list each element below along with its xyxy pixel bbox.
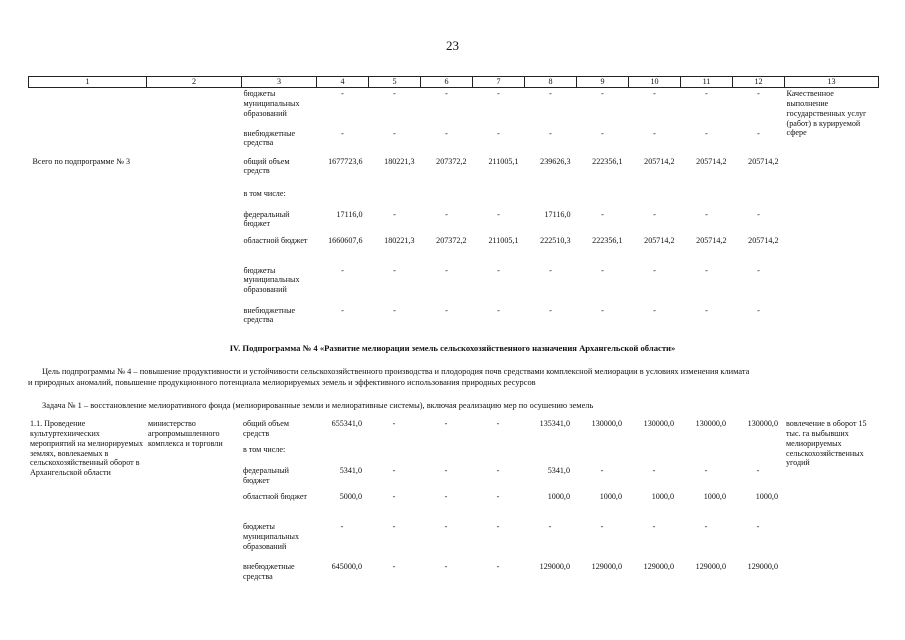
value-cell: - xyxy=(496,466,500,475)
row-label xyxy=(29,88,147,156)
value-cell xyxy=(472,444,524,465)
value-cell: 1677723,6 xyxy=(328,156,363,166)
value-cell: - xyxy=(653,128,656,138)
value-cell xyxy=(629,188,681,209)
funding-source: федеральный бюджет xyxy=(243,466,289,485)
value-cell: - xyxy=(497,209,500,219)
value-cell: 1000,0 xyxy=(651,492,674,501)
value-cell: 207372,2 xyxy=(436,235,467,245)
value-cell: - xyxy=(445,305,448,315)
value-cell xyxy=(369,188,421,209)
funding-source: областной бюджет xyxy=(243,492,307,501)
value-cell: - xyxy=(601,209,604,219)
funding-source: общий объем средств xyxy=(243,419,289,438)
value-cell: - xyxy=(600,522,604,531)
value-cell xyxy=(317,188,369,209)
value-cell: 130000,0 xyxy=(747,419,778,428)
value-cell: - xyxy=(496,419,500,428)
value-cell: - xyxy=(757,128,760,138)
value-cell: - xyxy=(756,466,760,475)
value-cell: 17116,0 xyxy=(544,209,571,219)
value-cell: - xyxy=(393,89,396,98)
value-cell: 205714,2 xyxy=(644,235,675,245)
value-cell: - xyxy=(444,492,448,501)
value-cell xyxy=(628,444,680,465)
value-cell xyxy=(577,188,629,209)
value-cell: 5341,0 xyxy=(547,466,570,475)
value-cell xyxy=(524,444,576,465)
header-col: 5 xyxy=(369,77,421,88)
value-cell xyxy=(681,188,733,209)
value-cell: - xyxy=(652,522,656,531)
header-col: 2 xyxy=(147,77,242,88)
value-cell: - xyxy=(653,305,656,315)
value-cell: - xyxy=(341,265,344,275)
total-label: Всего по подпрограмме № 3 xyxy=(32,156,131,166)
value-cell: - xyxy=(497,305,500,315)
value-cell: 130000,0 xyxy=(591,419,622,428)
value-cell xyxy=(420,444,472,465)
value-cell: - xyxy=(393,265,396,275)
value-cell: - xyxy=(653,89,656,98)
funding-source: в том числе: xyxy=(243,188,286,198)
value-cell: - xyxy=(444,522,448,531)
measure-resp: министерство агропромышленного комплекса и торговли xyxy=(148,419,223,448)
header-col: 12 xyxy=(733,77,785,88)
value-cell: 5341,0 xyxy=(339,466,362,475)
value-cell: 205714,2 xyxy=(748,156,779,166)
value-cell: - xyxy=(444,419,448,428)
value-cell: - xyxy=(705,305,708,315)
value-cell: - xyxy=(497,265,500,275)
value-cell xyxy=(732,444,784,465)
value-cell: - xyxy=(704,466,708,475)
value-cell: - xyxy=(705,209,708,219)
value-cell: - xyxy=(600,466,604,475)
value-cell: 129000,0 xyxy=(747,562,778,571)
value-cell: 129000,0 xyxy=(695,562,726,571)
value-cell: 180221,3 xyxy=(384,156,415,166)
value-cell: - xyxy=(549,265,552,275)
value-cell: 205714,2 xyxy=(696,156,727,166)
value-cell: - xyxy=(756,522,760,531)
value-cell: - xyxy=(393,209,396,219)
funding-source: бюджеты муниципальных образований xyxy=(243,522,300,551)
value-cell: - xyxy=(757,89,760,98)
value-cell: - xyxy=(445,265,448,275)
value-cell: - xyxy=(757,209,760,219)
measure-note: вовлечение в оборот 15 тыс. га выбывших мелиорируемых сельскохозяйственных угодий xyxy=(786,419,867,468)
value-cell: - xyxy=(392,466,396,475)
table-part1 xyxy=(28,76,879,335)
header-col: 7 xyxy=(473,77,525,88)
value-cell: 180221,3 xyxy=(384,235,415,245)
value-cell: - xyxy=(496,492,500,501)
funding-source: внебюджетные средства xyxy=(243,305,296,325)
funding-source: бюджеты муниципальных образований xyxy=(243,265,300,295)
value-cell xyxy=(421,188,473,209)
funding-source: областной бюджет xyxy=(243,235,308,245)
header-col: 11 xyxy=(681,77,733,88)
value-cell xyxy=(680,444,732,465)
value-cell: - xyxy=(393,305,396,315)
value-cell: 1000,0 xyxy=(755,492,778,501)
header-col: 1 xyxy=(29,77,147,88)
table-row xyxy=(28,418,878,444)
value-cell: - xyxy=(549,128,552,138)
value-cell: - xyxy=(392,562,396,571)
value-cell xyxy=(525,188,577,209)
row-note xyxy=(785,156,879,335)
header-col: 13 xyxy=(785,77,879,88)
value-cell: - xyxy=(445,209,448,219)
funding-source: внебюджетные средства xyxy=(243,128,296,148)
value-cell: 222510,3 xyxy=(540,235,571,245)
value-cell: - xyxy=(601,305,604,315)
value-cell: 17116,0 xyxy=(336,209,363,219)
value-cell: 239626,3 xyxy=(540,156,571,166)
value-cell: 655341,0 xyxy=(331,419,362,428)
value-cell: - xyxy=(445,128,448,138)
value-cell: 5000,0 xyxy=(339,492,362,501)
value-cell: 1000,0 xyxy=(703,492,726,501)
value-cell: - xyxy=(341,305,344,315)
header-col: 9 xyxy=(577,77,629,88)
value-cell: 205714,2 xyxy=(748,235,779,245)
header-row xyxy=(29,77,879,88)
funding-source: бюджеты муниципальных образований xyxy=(243,89,300,118)
value-cell: - xyxy=(653,265,656,275)
funding-source: в том числе: xyxy=(243,445,286,454)
value-cell: - xyxy=(549,305,552,315)
value-cell: - xyxy=(444,466,448,475)
header-col: 6 xyxy=(421,77,473,88)
value-cell: - xyxy=(340,522,344,531)
value-cell: 222356,1 xyxy=(592,156,623,166)
value-cell: - xyxy=(705,265,708,275)
goal-line-2: и природных аномалий, повышение продукционного потенциала мелиорируемых земель и эффективного использования природных ресурсов xyxy=(28,378,536,387)
row-resp xyxy=(147,88,242,156)
value-cell xyxy=(576,444,628,465)
value-cell: - xyxy=(497,89,500,98)
value-cell: - xyxy=(705,89,708,98)
value-cell: - xyxy=(705,128,708,138)
value-cell: 211005,1 xyxy=(488,156,519,166)
value-cell: 130000,0 xyxy=(695,419,726,428)
value-cell: - xyxy=(496,562,500,571)
value-cell: - xyxy=(601,128,604,138)
value-cell: - xyxy=(341,128,344,138)
value-cell: - xyxy=(653,209,656,219)
table-part2 xyxy=(28,418,878,591)
value-cell xyxy=(316,444,368,465)
goal-line-1: Цель подпрограммы № 4 – повышение продуктивности и устойчивости сельскохозяйственного производства и плодородия почв средствами комплексной мелиорации в условиях изменения климата xyxy=(42,367,750,376)
value-cell xyxy=(473,188,525,209)
value-cell: - xyxy=(445,89,448,98)
value-cell: - xyxy=(652,466,656,475)
row-note: Качественное выполнение государственных услуг (работ) в курируемой сфере xyxy=(786,89,867,138)
value-cell: 130000,0 xyxy=(643,419,674,428)
funding-source: федеральный бюджет xyxy=(243,209,290,229)
header-col: 10 xyxy=(629,77,681,88)
value-cell: - xyxy=(548,522,552,531)
value-cell xyxy=(368,444,420,465)
value-cell: 211005,1 xyxy=(488,235,519,245)
value-cell: 207372,2 xyxy=(436,156,467,166)
section-heading: IV. Подпрограмма № 4 «Развитие мелиорации земель сельскохозяйственного назначения Архангельской области» xyxy=(229,343,676,353)
value-cell: - xyxy=(601,265,604,275)
value-cell: - xyxy=(444,562,448,571)
measure-label: 1.1. Проведение культуртехнических мероприятий на мелиорируемых землях, вовлекаемых в сельскохозяйственный оборот в Архангельской области xyxy=(30,419,144,478)
table-row xyxy=(29,88,879,128)
value-cell: - xyxy=(341,89,344,98)
value-cell: 1660607,6 xyxy=(328,235,363,245)
value-cell xyxy=(733,188,785,209)
funding-source: общий объем средств xyxy=(243,156,290,176)
value-cell: - xyxy=(757,305,760,315)
value-cell: - xyxy=(757,265,760,275)
value-cell: 135341,0 xyxy=(539,419,570,428)
value-cell: 1000,0 xyxy=(599,492,622,501)
table-row xyxy=(29,156,879,188)
value-cell: - xyxy=(496,522,500,531)
value-cell: 205714,2 xyxy=(696,235,727,245)
value-cell: 1000,0 xyxy=(547,492,570,501)
header-col: 3 xyxy=(242,77,317,88)
task-line: Задача № 1 – восстановление мелиоративного фонда (мелиорированные земли и мелиоративные системы), включая реализацию мер по осушению земель xyxy=(42,401,594,410)
value-cell: 645000,0 xyxy=(331,562,362,571)
value-cell: 129000,0 xyxy=(539,562,570,571)
value-cell: - xyxy=(549,89,552,98)
value-cell: - xyxy=(497,128,500,138)
value-cell: - xyxy=(392,419,396,428)
value-cell: 129000,0 xyxy=(591,562,622,571)
value-cell: - xyxy=(704,522,708,531)
value-cell: 129000,0 xyxy=(643,562,674,571)
value-cell: - xyxy=(392,492,396,501)
value-cell: - xyxy=(601,89,604,98)
funding-source: внебюджетные средства xyxy=(243,562,295,581)
header-col: 4 xyxy=(317,77,369,88)
value-cell: 222356,1 xyxy=(592,235,623,245)
value-cell: - xyxy=(392,522,396,531)
value-cell: - xyxy=(393,128,396,138)
page-number: 23 xyxy=(446,38,459,53)
header-col: 8 xyxy=(525,77,577,88)
value-cell: 205714,2 xyxy=(644,156,675,166)
